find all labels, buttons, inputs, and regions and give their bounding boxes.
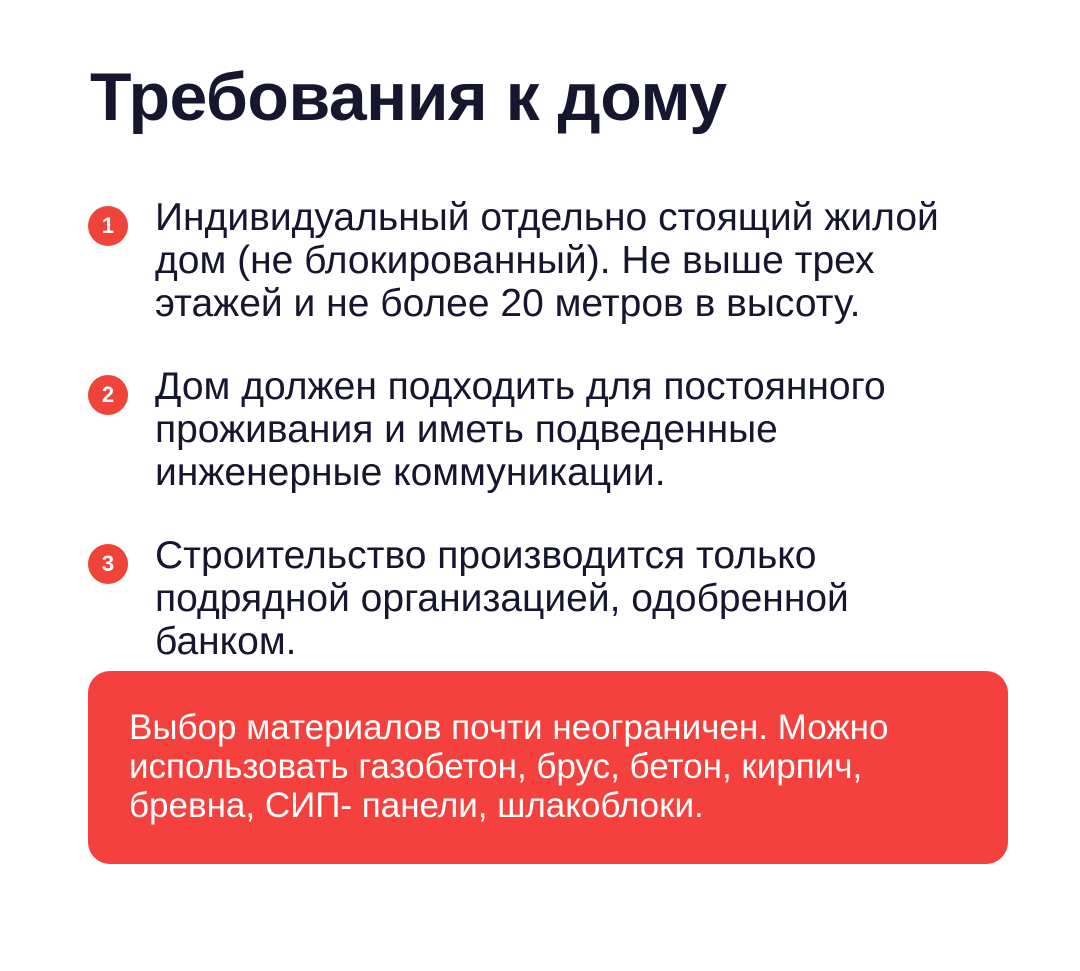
- requirement-text-2: Дом должен подходить для постоянного проживания и иметь подведенные инженерные коммуникации.: [155, 365, 886, 494]
- requirement-text-3: Строительство производится только подрядной организацией, одобренной банком.: [155, 534, 849, 663]
- requirement-item-3: [88, 534, 1008, 663]
- number-badge-2: 2: [88, 375, 128, 415]
- materials-note-text: Выбор материалов почти неограничен. Можно использовать газобетон, брус, бетон, кирпич, бревна, СИП- панели, шлакоблоки.: [129, 708, 889, 825]
- requirements-list: [88, 196, 1008, 663]
- materials-note-box: [88, 671, 1008, 864]
- requirement-text-1: Индивидуальный отдельно стоящий жилой дом (не блокированный). Не выше трех этажей и не более 20 метров в высоту.: [155, 196, 939, 325]
- number-badge-3: 3: [88, 544, 128, 584]
- requirement-item-2: [88, 365, 1008, 494]
- page-title: Требования к дому: [90, 59, 727, 135]
- number-badge-1: 1: [88, 206, 128, 246]
- requirement-item-1: [88, 196, 1008, 325]
